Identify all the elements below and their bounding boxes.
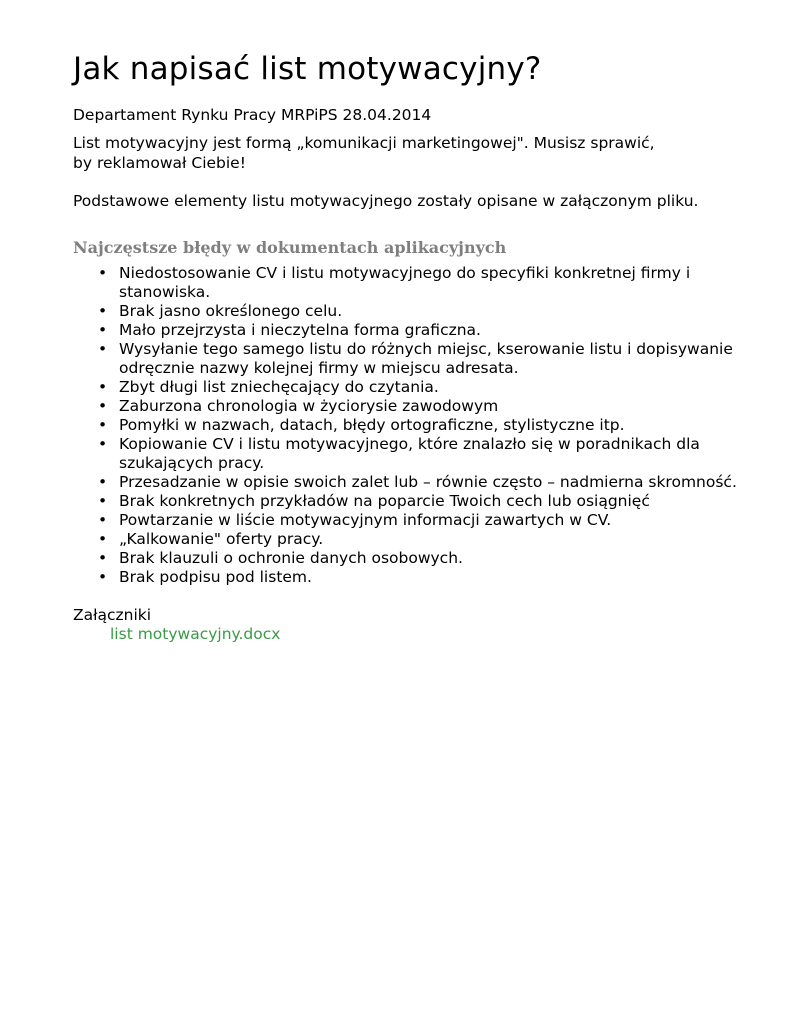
bullet-icon: • (98, 511, 108, 529)
bullet-icon: • (98, 340, 108, 358)
intro-line: List motywacyjny jest formą „komunikacji marketingowej". Musisz sprawić, (73, 134, 655, 152)
list-item-text: „Kalkowanie" oferty pracy. (119, 530, 324, 548)
bullet-icon: • (98, 321, 108, 339)
list-item (73, 302, 753, 321)
list-item-text: Kopiowanie CV i listu motywacyjnego, które znalazło się w poradnikach dla szukających pracy. (119, 435, 700, 472)
list-item-text: Przesadzanie w opisie swoich zalet lub – równie często – nadmierna skromność. (119, 473, 737, 491)
list-item-text: Zaburzona chronologia w życiorysie zawodowym (119, 397, 499, 415)
bullet-icon: • (98, 397, 108, 415)
list-item-text: Brak klauzuli o ochronie danych osobowych. (119, 549, 463, 567)
list-item (73, 473, 753, 492)
list-item-text: Powtarzanie w liście motywacyjnym informacji zawartych w CV. (119, 511, 612, 529)
bullet-icon: • (98, 416, 108, 434)
bullet-icon: • (98, 264, 108, 282)
list-item (73, 549, 753, 568)
list-item (73, 511, 753, 530)
list-item-text: Brak konkretnych przykładów na poparcie Twoich cech lub osiągnięć (119, 492, 650, 510)
list-item (73, 321, 753, 340)
bullet-icon: • (98, 302, 108, 320)
attachment-link[interactable]: list motywacyjny.docx (110, 625, 281, 643)
bullet-icon: • (98, 378, 108, 396)
document-meta: Departament Rynku Pracy MRPiPS 28.04.2014 (73, 106, 432, 124)
list-item (73, 340, 753, 378)
bullet-icon: • (98, 473, 108, 491)
bullet-icon: • (98, 530, 108, 548)
list-item-text: Pomyłki w nazwach, datach, błędy ortograficzne, stylistyczne itp. (119, 416, 625, 434)
bullet-icon: • (98, 568, 108, 586)
list-item (73, 435, 753, 473)
bullet-icon: • (98, 435, 108, 453)
list-item (73, 530, 753, 549)
intro-paragraph (73, 134, 753, 173)
bullet-icon: • (98, 549, 108, 567)
list-item-text: Mało przejrzysta i nieczytelna forma graficzna. (119, 321, 481, 339)
list-item (73, 264, 753, 302)
list-item-text: Brak podpisu pod listem. (119, 568, 312, 586)
errors-list (73, 264, 753, 587)
list-item (73, 568, 753, 587)
intro-line: by reklamował Ciebie! (73, 153, 246, 172)
list-item (73, 397, 753, 416)
page-title: Jak napisać list motywacyjny? (73, 51, 542, 87)
document-page (73, 48, 753, 644)
basics-paragraph: Podstawowe elementy listu motywacyjnego zostały opisane w załączonym pliku. (73, 192, 699, 210)
list-item (73, 378, 753, 397)
list-item-text: Niedostosowanie CV i listu motywacyjnego do specyfiki konkretnej firmy i stanowiska. (119, 264, 691, 301)
list-item-text: Wysyłanie tego samego listu do różnych miejsc, kserowanie listu i dopisywanie odręcznie nazwy kolejnej firmy w miejscu adresata. (119, 340, 733, 377)
errors-heading: Najczęstsze błędy w dokumentach aplikacyjnych (73, 238, 507, 257)
bullet-icon: • (98, 492, 108, 510)
list-item-text: Brak jasno określonego celu. (119, 302, 343, 320)
list-item (73, 416, 753, 435)
attachments-label: Załączniki (73, 606, 152, 624)
list-item-text: Zbyt długi list zniechęcający do czytania. (119, 378, 439, 396)
list-item (73, 492, 753, 511)
